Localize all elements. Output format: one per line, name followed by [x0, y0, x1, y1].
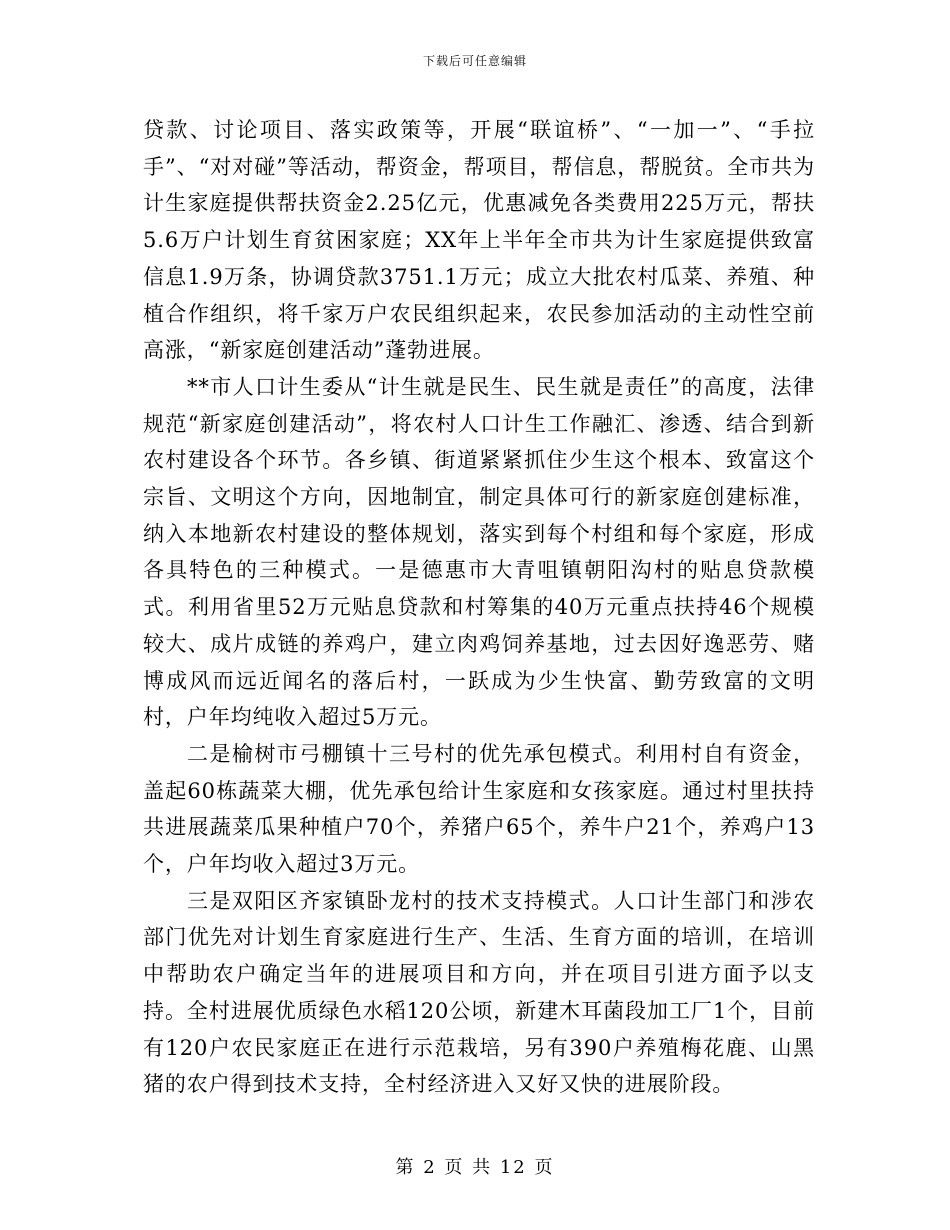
page-number: 第 2 页 共 12 页: [395, 1157, 555, 1178]
paragraph-continuation: 贷款、讨论项目、落实政策等，开展“联谊桥”、“一加一”、“手拉手”、“对对碰”等活动，帮资金，帮项目，帮信息，帮脱贫。全市共为计生家庭提供帮扶资金2.25亿元，优惠减免各类费用225万元，帮扶5.6万户计划生育贫困家庭；XX年上半年全市共为计生家庭提供致富信息1.9万条，协调贷款3751.1万元；成立大批农村瓜菜、养殖、种植合作组织，将千家万户农民组织起来，农民参加活动的主动性空前高涨，“新家庭创建活动”蓬勃进展。: [143, 118, 815, 363]
header-note: 下载后可任意编辑: [422, 54, 527, 68]
paragraph-mode-three: 三是双阳区齐家镇卧龙村的技术支持模式。人口计生部门和涉农部门优先对计划生育家庭进行生产、生活、生育方面的培训，在培训中帮助农户确定当年的进展项目和方向，并在项目引进方面予以支持。全村进展优质绿色水稻120公顷，新建木耳菌段加工厂1个，目前有120户农民家庭正在进行示范栽培，另有390户养殖梅花鹿、山黑猪的农户得到技术支持，全村经济进入又好又快的进展阶段。: [143, 888, 815, 1097]
paragraph-mode-two: 二是榆树市弓棚镇十三号村的优先承包模式。利用村自有资金，盖起60栋蔬菜大棚，优先承包给计生家庭和女孩家庭。通过村里扶持共进展蔬菜瓜果种植户70个，养猪户65个，养牛户21个，养鸡户13个，户年均收入超过3万元。: [143, 741, 815, 877]
paragraph-modes-overview: **市人口计生委从“计生就是民生、民生就是责任”的高度，法律规范“新家庭创建活动”，将农村人口计生工作融汇、渗透、结合到新农村建设各个环节。各乡镇、街道紧紧抓住少生这个根本、致富这个宗旨、文明这个方向，因地制宜，制定具体可行的新家庭创建标准，纳入本地新农村建设的整体规划，落实到每个村组和每个家庭，形成各具特色的三种模式。一是德惠市大青咀镇朝阳沟村的贴息贷款模式。利用省里52万元贴息贷款和村筹集的40万元重点扶持46个规模较大、成片成链的养鸡户，建立肉鸡饲养基地，过去因好逸恶劳、赌博成风而远近闻名的落后村，一跃成为少生快富、勤劳致富的文明村，户年均纯收入超过5万元。: [143, 374, 815, 730]
document-body: [143, 112, 815, 1103]
